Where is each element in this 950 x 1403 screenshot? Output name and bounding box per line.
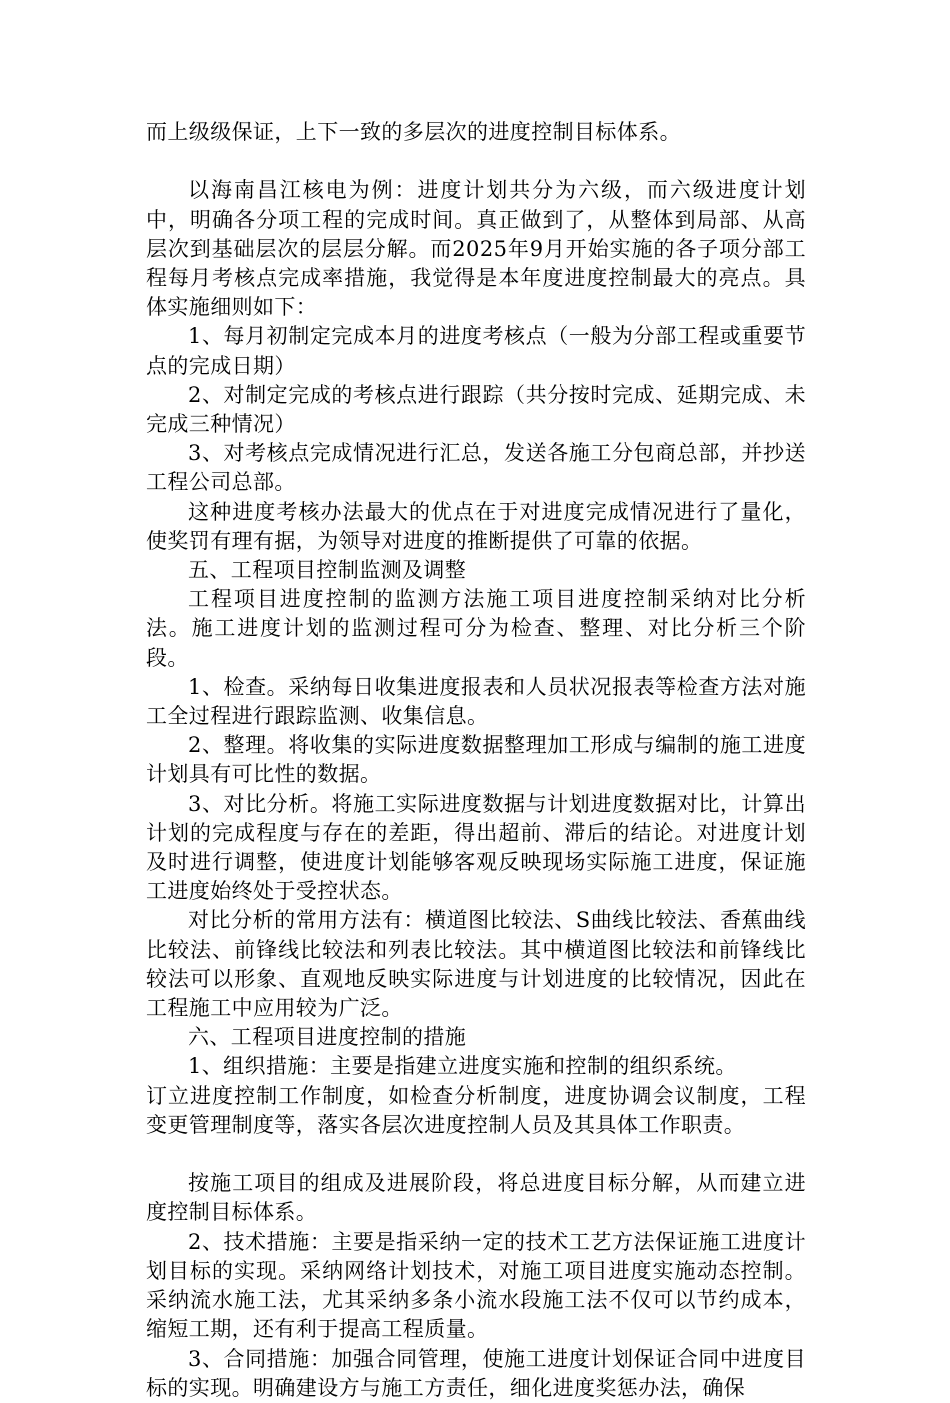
paragraph-rule-3: 3、对考核点完成情况进行汇总，发送各施工分包商总部，并抄送工程公司总部。 [146,441,806,495]
blank-line [146,1140,806,1169]
paragraph-contract-measures: 3、合同措施：加强合同管理，使施工进度计划保证合同中进度目标的实现。明确建设方与施工方责任，细化进度奖惩办法，确保 [146,1346,806,1400]
blank-line [146,147,806,176]
paragraph-check: 1、检查。采纳每日收集进度报表和人员状况报表等检查方法对施工全过程进行跟踪监测、收集信息。 [146,674,806,729]
paragraph-intro-continuation: 而上级级保证，上下一致的多层次的进度控制目标体系。 [146,120,681,144]
paragraph-rule-2: 2、对制定完成的考核点进行跟踪（共分按时完成、延期完成、未完成三种情况） [146,382,806,437]
paragraph-rule-1: 1、每月初制定完成本月的进度考核点（一般为分部工程或重要节点的完成日期） [146,324,806,378]
section-heading-6: 六、工程项目进度控制的措施 [188,1025,467,1050]
paragraph-org-measures: 1、组织措施：主要是指建立进度实施和控制的组织系统。 [188,1054,737,1079]
paragraph-system: 订立进度控制工作制度，如检查分析制度，进度协调会议制度，工程变更管理制度等，落实各层次进度控制人员及其具体工作职责。 [146,1083,806,1137]
paragraph-organize: 2、整理。将收集的实际进度数据整理加工形成与编制的施工进度计划具有可比性的数据。 [146,733,806,787]
paragraph-methods: 对比分析的常用方法有：横道图比较法、S曲线比较法、香蕉曲线比较法、前锋线比较法和列表比较法。其中横道图比较法和前锋线比较法可以形象、直观地反映实际进度与计划进度的比较情况，因此在工程施工中应用较为广泛。 [146,908,806,1021]
paragraph-compare: 3、对比分析。将施工实际进度数据与计划进度数据对比，计算出计划的完成程度与存在的差距，得出超前、滞后的结论。对进度计划及时进行调整，使进度计划能够客观反映现场实际施工进度，保证施工进度始终处于受控状态。 [146,791,806,904]
paragraph-monitoring-method: 工程项目进度控制的监测方法施工项目进度控制采纳对比分析法。施工进度计划的监测过程可分为检查、整理、对比分析三个阶段。 [146,587,806,670]
paragraph-decompose: 按施工项目的组成及进展阶段，将总进度目标分解，从而建立进度控制目标体系。 [146,1171,806,1225]
paragraph-tech-measures: 2、技术措施：主要是指采纳一定的技术工艺方法保证施工进度计划目标的实现。采纳网络计划技术，对施工项目进度实施动态控制。采纳流水施工法，尤其采纳多条小流水段施工法不仅可以节约成本，缩短工期，还有利于提高工程质量。 [146,1229,806,1342]
document-page [146,118,806,1403]
section-heading-5: 五、工程项目控制监测及调整 [188,558,467,583]
paragraph-example: 以海南昌江核电为例：进度计划共分为六级，而六级进度计划中，明确各分项工程的完成时间。真正做到了，从整体到局部、从高层次到基础层次的层层分解。而2025年9月开始实施的各子项分部工程每月考核点完成率措施，我觉得是本年度进度控制最大的亮点。具体实施细则如下： [146,178,806,320]
paragraph-advantage: 这种进度考核办法最大的优点在于对进度完成情况进行了量化，使奖罚有理有据，为领导对进度的推断提供了可靠的依据。 [146,499,806,553]
